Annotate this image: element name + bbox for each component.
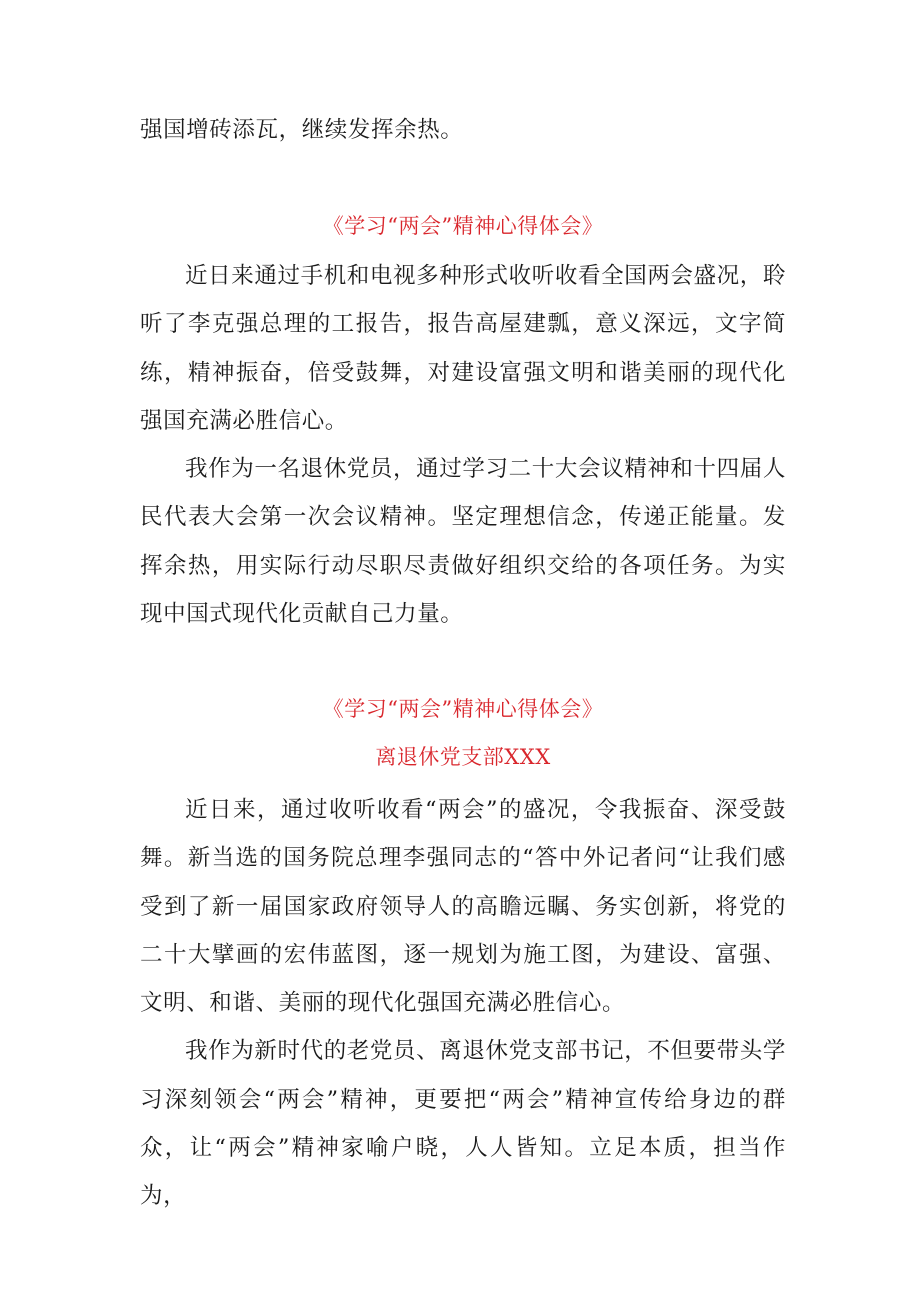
- section2-author: 离退休党支部XXX: [375, 745, 551, 769]
- intro-closing-line: 强国增砖添瓦，继续发挥余热。: [140, 117, 464, 143]
- section2-paragraph-2: 我作为新时代的老党员、离退休党支部书记，不但要带头学习深刻领会“两会”精神，更要把“两会”精神宣传给身边的群众，让“两会”精神家喻户晓，人人皆知。立足本质，担当作为，: [140, 1038, 786, 1210]
- section1-body: [140, 252, 786, 638]
- section1-paragraph-1: 近日来通过手机和电视多种形式收听收看全国两会盛况，聆听了李克强总理的工报告，报告高屋建瓢，意义深远，文字简练，精神振奋，倍受鼓舞，对建设富强文明和谐美丽的现代化强国充满必胜信心。: [140, 263, 786, 434]
- section1-title: 《学习“两会”精神心得体会》: [322, 214, 604, 238]
- section2-body: [140, 786, 786, 1221]
- section2-paragraph-1: 近日来，通过收听收看“两会”的盛况，令我振奋、深受鼓舞。新当选的国务院总理李强同志的“答中外记者问“让我们感受到了新一届国家政府领导人的高瞻远瞩、务实创新，将党的二十大擘画的宏伟蓝图，逐一规划为施工图，为建设、富强、文明、和谐、美丽的现代化强国充满必胜信心。: [140, 797, 786, 1017]
- section1-paragraph-2: 我作为一名退休党员，通过学习二十大会议精神和十四届人民代表大会第一次会议精神。坚定理想信念，传递正能量。发挥余热，用实际行动尽职尽责做好组织交给的各项任务。为实现中国式现代化贡献自己力量。: [140, 456, 786, 628]
- section2-title: 《学习“两会”精神心得体会》: [322, 697, 604, 721]
